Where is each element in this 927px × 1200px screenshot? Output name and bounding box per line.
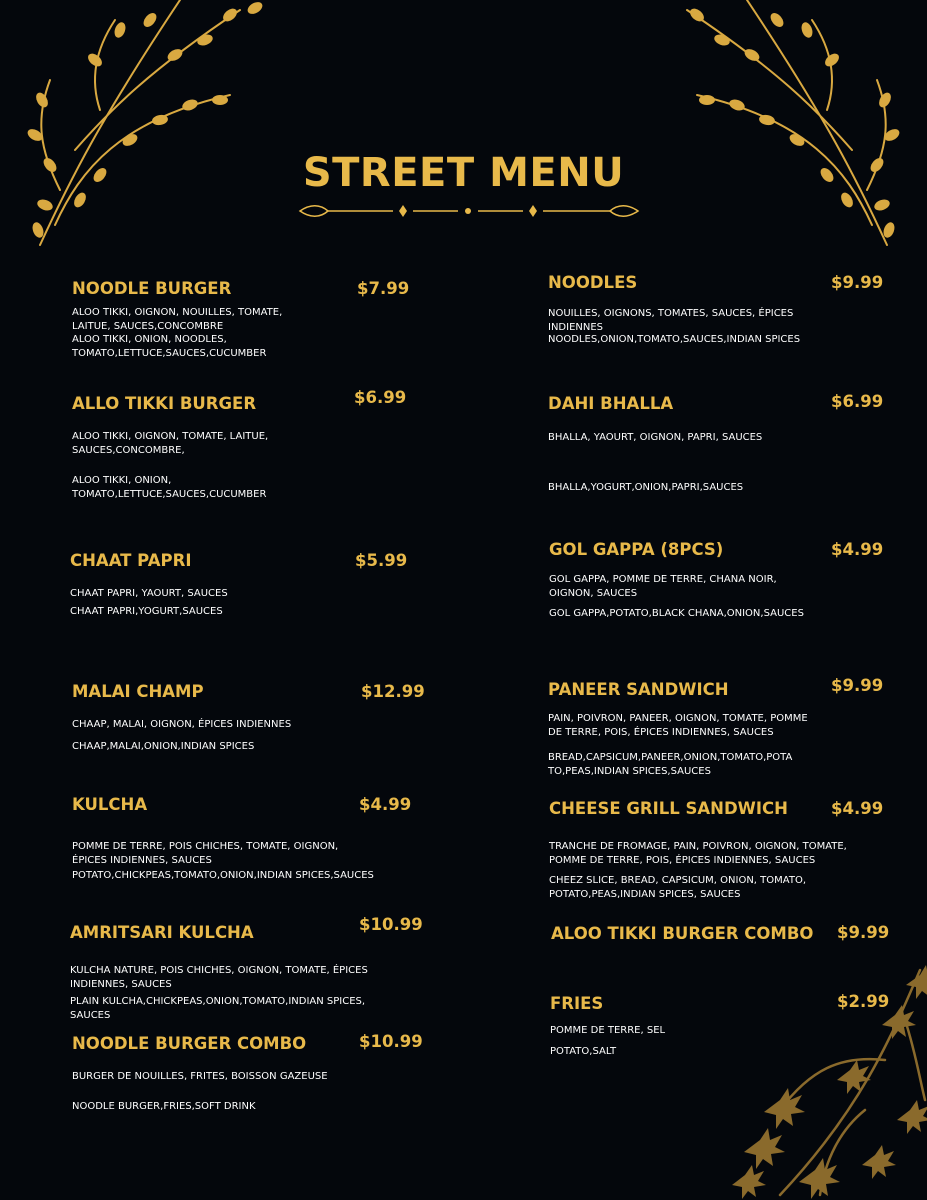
item-name: ALOO TIKKI BURGER COMBO <box>551 924 814 943</box>
item-description-fr: KULCHA NATURE, POIS CHICHES, OIGNON, TOMATE, ÉPICES INDIENNES, SAUCES <box>70 965 368 990</box>
title-divider-ornament <box>298 202 640 220</box>
item-name: ALLO TIKKI BURGER <box>72 394 257 413</box>
item-price: $9.99 <box>831 676 884 695</box>
item-description-en: NOODLES,ONION,TOMATO,SAUCES,INDIAN SPICES <box>548 334 801 345</box>
item-price: $6.99 <box>831 392 884 411</box>
item-name: CHAAT PAPRI <box>70 551 192 570</box>
page-title: STREET MENU <box>302 150 625 196</box>
golden-branch-decoration-top-right <box>660 0 927 250</box>
item-price: $6.99 <box>354 388 407 407</box>
item-name: AMRITSARI KULCHA <box>70 923 254 942</box>
item-name: GOL GAPPA (8PCS) <box>549 540 724 559</box>
item-price: $12.99 <box>361 682 425 701</box>
item-description-en: PLAIN KULCHA,CHICKPEAS,ONION,TOMATO,INDIAN SPICES, SAUCES <box>70 996 366 1021</box>
item-price: $4.99 <box>359 795 412 814</box>
item-description-fr: CHAAP, MALAI, OIGNON, ÉPICES INDIENNES <box>72 719 292 730</box>
item-price: $2.99 <box>837 992 890 1011</box>
maple-leaf-branch-decoration <box>720 960 927 1200</box>
item-description-en: BREAD,CAPSICUM,PANEER,ONION,TOMATO,POTATO,PEAS,INDIAN SPICES,SAUCES <box>548 752 793 777</box>
item-price: $9.99 <box>831 273 884 292</box>
item-price: $9.99 <box>837 923 890 942</box>
item-price: $10.99 <box>359 1032 423 1051</box>
item-name: MALAI CHAMP <box>72 682 204 701</box>
item-description-fr: ALOO TIKKI, OIGNON, TOMATE, LAITUE, SAUCES,CONCOMBRE, <box>72 431 269 456</box>
item-description-fr: CHAAT PAPRI, YAOURT, SAUCES <box>70 588 228 599</box>
item-description-en: CHAAT PAPRI,YOGURT,SAUCES <box>70 606 223 617</box>
item-description-en: CHAAP,MALAI,ONION,INDIAN SPICES <box>72 741 255 752</box>
item-name: NOODLE BURGER <box>72 279 232 298</box>
item-price: $4.99 <box>831 799 884 818</box>
item-description-fr: BHALLA, YAOURT, OIGNON, PAPRI, SAUCES <box>548 432 763 443</box>
item-description-fr: ALOO TIKKI, OIGNON, NOUILLES, TOMATE, LAITUE, SAUCES,CONCOMBRE <box>72 307 283 332</box>
item-description-en: BHALLA,YOGURT,ONION,PAPRI,SAUCES <box>548 482 744 493</box>
item-description-en: ALOO TIKKI, ONION, NOODLES, TOMATO,LETTUCE,SAUCES,CUCUMBER <box>72 334 267 359</box>
item-price: $10.99 <box>359 915 423 934</box>
item-name: NOODLE BURGER COMBO <box>72 1034 307 1053</box>
item-description-en: ALOO TIKKI, ONION, TOMATO,LETTUCE,SAUCES,CUCUMBER <box>72 475 267 500</box>
golden-branch-decoration-top-left <box>0 0 280 250</box>
item-description-en: POTATO,CHICKPEAS,TOMATO,ONION,INDIAN SPICES,SAUCES <box>72 870 374 881</box>
item-description-en: NOODLE BURGER,FRIES,SOFT DRINK <box>72 1101 256 1112</box>
item-name: CHEESE GRILL SANDWICH <box>549 799 788 818</box>
item-description-fr: POMME DE TERRE, POIS CHICHES, TOMATE, OIGNON, ÉPICES INDIENNES, SAUCES <box>72 841 339 866</box>
item-description-fr: TRANCHE DE FROMAGE, PAIN, POIVRON, OIGNON, TOMATE, POMME DE TERRE, POIS, ÉPICES INDIENNES, SAUCES <box>549 841 847 866</box>
item-name: NOODLES <box>548 273 638 292</box>
item-name: KULCHA <box>72 795 148 814</box>
item-name: DAHI BHALLA <box>548 394 674 413</box>
item-description-en: GOL GAPPA,POTATO,BLACK CHANA,ONION,SAUCES <box>549 608 804 619</box>
item-price: $4.99 <box>831 540 884 559</box>
item-description-fr: PAIN, POIVRON, PANEER, OIGNON, TOMATE, POMME DE TERRE, POIS, ÉPICES INDIENNES, SAUCES <box>548 713 808 738</box>
item-name: FRIES <box>550 994 604 1013</box>
item-description-en: POTATO,SALT <box>550 1046 617 1057</box>
item-description-fr: BURGER DE NOUILLES, FRITES, BOISSON GAZEUSE <box>72 1071 328 1082</box>
item-description-en: CHEEZ SLICE, BREAD, CAPSICUM, ONION, TOMATO, POTATO,PEAS,INDIAN SPICES, SAUCES <box>549 875 806 900</box>
item-description-fr: POMME DE TERRE, SEL <box>550 1025 666 1036</box>
item-description-fr: GOL GAPPA, POMME DE TERRE, CHANA NOIR, OIGNON, SAUCES <box>549 574 777 599</box>
item-price: $7.99 <box>357 279 410 298</box>
item-price: $5.99 <box>355 551 408 570</box>
item-description-fr: NOUILLES, OIGNONS, TOMATES, SAUCES, ÉPICES INDIENNES <box>548 308 794 333</box>
item-name: PANEER SANDWICH <box>548 680 729 699</box>
